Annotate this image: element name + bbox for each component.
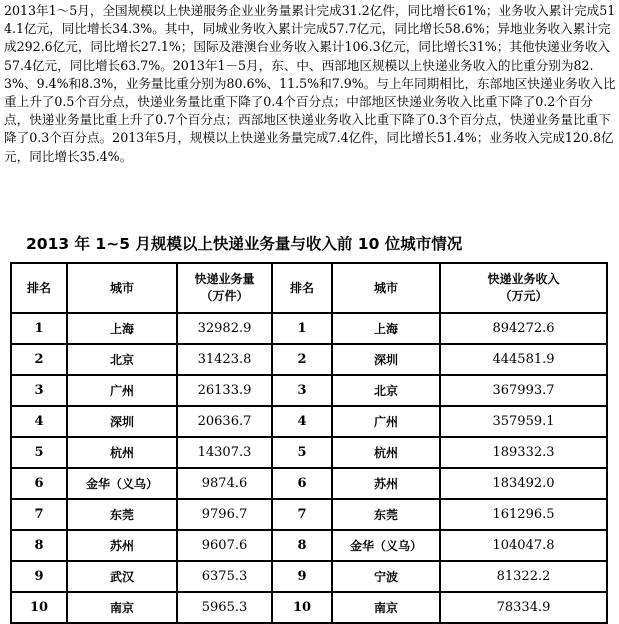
- city-cell: 武汉: [67, 561, 177, 592]
- rank-cell: 1: [11, 313, 67, 344]
- city-cell: 南京: [67, 592, 177, 623]
- city-cell-2: 杭州: [332, 437, 440, 468]
- revenue-cell: 78334.9: [440, 592, 607, 623]
- intro-paragraph: 2013年1～5月，全国规模以上快递服务企业业务量累计完成31.2亿件，同比增长61%；业务收入累计完成514.1亿元，同比增长34.3%。其中，同城业务收入累计完成57.7亿元，同比增长58.6%；异地业务收入累计完成292.6亿元，同比增长27.1%；国际及港澳台业务收入累计106.3亿元，同比增长31%；其他快递业务收入57.4亿元，同比增长63.7%。2013年1－5月，东、中、西部地区规模以上快递业务收入的比重分别为82.3%、9.4%和8.3%，业务量比重分别为80.6%、11.5%和7.9%。与上年同期相比，东部地区快递业务收入比重上升了0.5个百分点，快递业务量比重下降了0.4个百分点；中部地区快递业务收入比重下降了0.2个百分点，快递业务量比重上升了0.7个百分点；西部地区快递业务收入比重下降了0.3个百分点，快递业务量比重下降了0.3个百分点。2013年5月，规模以上快递业务量完成7.4亿件，同比增长51.4%；业务收入完成120.8亿元，同比增长35.4%。: [4, 3, 616, 164]
- rank-cell: 10: [11, 592, 67, 623]
- header-revenue-unit: （万元）: [499, 289, 548, 303]
- table-row: [11, 561, 607, 592]
- header-city-2: 城市: [332, 263, 440, 313]
- revenue-cell: 367993.7: [440, 375, 607, 406]
- table-row: [11, 344, 607, 375]
- header-volume-unit: （万件）: [200, 289, 249, 303]
- revenue-cell: 189332.3: [440, 437, 607, 468]
- revenue-cell: 183492.0: [440, 468, 607, 499]
- revenue-cell: 444581.9: [440, 344, 607, 375]
- volume-cell: 9796.7: [177, 499, 272, 530]
- table-row: [11, 406, 607, 437]
- rank-cell: 5: [11, 437, 67, 468]
- rank-cell: 6: [11, 468, 67, 499]
- city-cell: 苏州: [67, 530, 177, 561]
- table-row: [11, 530, 607, 561]
- rank-cell-2: 9: [272, 561, 332, 592]
- volume-cell: 31423.8: [177, 344, 272, 375]
- city-cell: 杭州: [67, 437, 177, 468]
- revenue-cell: 81322.2: [440, 561, 607, 592]
- rank-cell-2: 2: [272, 344, 332, 375]
- table-title: 2013 年 1~5 月规模以上快递业务量与收入前 10 位城市情况: [26, 235, 463, 253]
- table-row: [11, 375, 607, 406]
- city-cell-2: 东莞: [332, 499, 440, 530]
- city-ranking-table: [10, 262, 608, 624]
- table-row: [11, 592, 607, 623]
- header-rank: 排名: [11, 263, 67, 313]
- volume-cell: 20636.7: [177, 406, 272, 437]
- city-cell-2: 深圳: [332, 344, 440, 375]
- table-body: [11, 313, 607, 623]
- header-revenue-label: 快递业务收入: [487, 272, 560, 286]
- header-volume-label: 快递业务量: [194, 272, 255, 286]
- volume-cell: 14307.3: [177, 437, 272, 468]
- volume-cell: 5965.3: [177, 592, 272, 623]
- volume-cell: 9874.6: [177, 468, 272, 499]
- city-cell-2: 广州: [332, 406, 440, 437]
- rank-cell: 3: [11, 375, 67, 406]
- header-revenue: [440, 263, 607, 313]
- rank-cell: 7: [11, 499, 67, 530]
- table-row: [11, 499, 607, 530]
- volume-cell: 9607.6: [177, 530, 272, 561]
- table-row: [11, 437, 607, 468]
- revenue-cell: 104047.8: [440, 530, 607, 561]
- table-header-row: [11, 263, 607, 313]
- city-cell-2: 南京: [332, 592, 440, 623]
- rank-cell-2: 8: [272, 530, 332, 561]
- revenue-cell: 894272.6: [440, 313, 607, 344]
- header-rank-2: 排名: [272, 263, 332, 313]
- rank-cell-2: 3: [272, 375, 332, 406]
- revenue-cell: 357959.1: [440, 406, 607, 437]
- rank-cell-2: 1: [272, 313, 332, 344]
- city-cell-2: 苏州: [332, 468, 440, 499]
- header-city: 城市: [67, 263, 177, 313]
- rank-cell-2: 10: [272, 592, 332, 623]
- rank-cell: 2: [11, 344, 67, 375]
- city-cell: 深圳: [67, 406, 177, 437]
- volume-cell: 32982.9: [177, 313, 272, 344]
- city-cell: 上海: [67, 313, 177, 344]
- city-cell: 东莞: [67, 499, 177, 530]
- rank-cell-2: 6: [272, 468, 332, 499]
- city-cell-2: 上海: [332, 313, 440, 344]
- rank-cell-2: 4: [272, 406, 332, 437]
- city-cell-2: 宁波: [332, 561, 440, 592]
- city-cell: 广州: [67, 375, 177, 406]
- header-volume: [177, 263, 272, 313]
- rank-cell: 9: [11, 561, 67, 592]
- rank-cell: 4: [11, 406, 67, 437]
- table-row: [11, 468, 607, 499]
- city-cell-2: 金华（义乌）: [332, 530, 440, 561]
- rank-cell-2: 5: [272, 437, 332, 468]
- rank-cell-2: 7: [272, 499, 332, 530]
- revenue-cell: 161296.5: [440, 499, 607, 530]
- city-cell: 北京: [67, 344, 177, 375]
- volume-cell: 26133.9: [177, 375, 272, 406]
- city-cell-2: 北京: [332, 375, 440, 406]
- city-cell: 金华（义乌）: [67, 468, 177, 499]
- rank-cell: 8: [11, 530, 67, 561]
- volume-cell: 6375.3: [177, 561, 272, 592]
- table-row: [11, 313, 607, 344]
